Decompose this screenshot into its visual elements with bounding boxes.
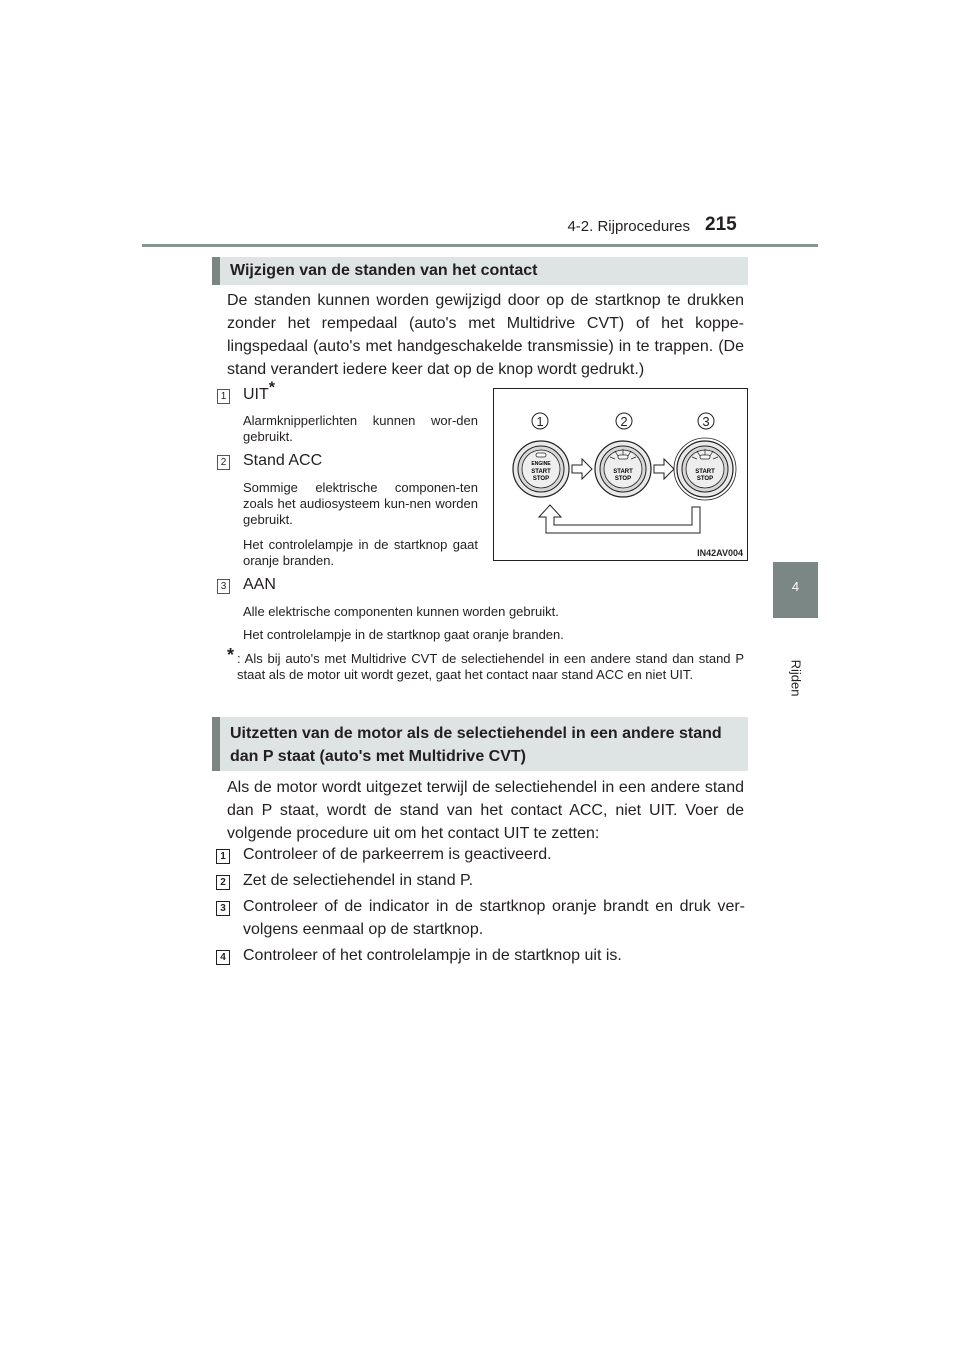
svg-text:START: START bbox=[531, 469, 551, 475]
item-note: Het controlelampje in de startknop gaat oranje branden. bbox=[243, 627, 564, 642]
item-title: Stand ACC bbox=[243, 452, 323, 469]
chapter-tab-number: 4 bbox=[791, 579, 800, 594]
step-text: Controleer of het controlelampje in de startknop uit is. bbox=[243, 947, 622, 964]
step-number-box: 3 bbox=[216, 901, 230, 916]
item-number-box: 1 bbox=[217, 389, 230, 404]
item-title: UIT* bbox=[243, 379, 276, 403]
label-1: 1 bbox=[536, 414, 544, 429]
step-number-box: 4 bbox=[216, 950, 230, 965]
item-title: AAN bbox=[243, 576, 276, 593]
step-number-box: 1 bbox=[216, 849, 230, 864]
svg-text:STOP: STOP bbox=[614, 476, 632, 482]
svg-text:ENGINE: ENGINE bbox=[531, 461, 551, 467]
start-button-figure bbox=[493, 388, 748, 561]
section-intro: De standen kunnen worden gewijzigd door op de startknop te drukken zonder het rempedaal (auto's met Multidrive CVT) of het koppe-lingspedaal (auto's met handgeschakelde transmissie) in te trappen. (De stand verandert iedere keer dat op de knop wordt gedrukt.) bbox=[227, 292, 744, 378]
label-2: 2 bbox=[620, 414, 628, 429]
svg-text:STOP: STOP bbox=[696, 476, 714, 482]
svg-text:START: START bbox=[613, 469, 633, 475]
item-note: Het controlelampje in de startknop gaat oranje branden. bbox=[243, 537, 478, 568]
item-note: Alle elektrische componenten kunnen worden gebruikt. bbox=[243, 604, 559, 619]
chapter-tab-label: Rijden bbox=[788, 659, 804, 697]
section-intro: Als de motor wordt uitgezet terwijl de selectiehendel in een andere stand dan P staat, wordt de stand van het contact ACC, niet UIT. Voer de volgende procedure uit om het contact UIT te zetten: bbox=[227, 779, 744, 842]
footnote: : Als bij auto's met Multidrive CVT de selectiehendel in een andere stand dan stand P staat als de motor uit wordt gezet, gaat het contact naar stand ACC en niet UIT. bbox=[237, 651, 744, 682]
svg-text:STOP: STOP bbox=[532, 476, 550, 482]
item-note: Alarmknipperlichten kunnen wor-den gebruikt. bbox=[243, 413, 478, 444]
section-title: 4-2. Rijprocedures bbox=[567, 218, 690, 235]
section-heading-contact-modes: Wijzigen van de standen van het contact bbox=[212, 257, 748, 285]
section-heading-engine-off: Uitzetten van de motor als de selectiehendel in een andere stand dan P staat (auto's met Multidrive CVT) bbox=[212, 717, 748, 771]
label-3: 3 bbox=[702, 414, 710, 429]
step-number-box: 2 bbox=[216, 875, 230, 890]
start-button-illustration bbox=[494, 389, 747, 560]
step-text: Zet de selectiehendel in stand P. bbox=[243, 872, 474, 889]
item-number-box: 3 bbox=[217, 579, 230, 594]
header-rule bbox=[142, 244, 818, 247]
start-button-off bbox=[513, 441, 569, 497]
arrow-right-icon bbox=[654, 459, 674, 479]
start-button-acc bbox=[595, 441, 651, 497]
item-note: Sommige elektrische componen-ten zoals het audiosysteem kun-nen worden gebruikt. bbox=[243, 480, 478, 527]
return-arrow-icon bbox=[539, 505, 700, 533]
figure-code: IN42AV004 bbox=[697, 548, 743, 558]
footnote-mark: * bbox=[227, 645, 235, 665]
start-button-on bbox=[674, 438, 736, 500]
arrow-right-icon bbox=[572, 459, 592, 479]
step-text: Controleer of de indicator in de startknop oranje brandt en druk ver-volgens eenmaal op de startknop. bbox=[243, 898, 745, 938]
svg-text:START: START bbox=[695, 469, 715, 475]
step-text: Controleer of de parkeerrem is geactiveerd. bbox=[243, 846, 552, 863]
page-number: 215 bbox=[705, 214, 737, 235]
item-number-box: 2 bbox=[217, 455, 230, 470]
asterisk-mark: * bbox=[268, 379, 276, 397]
